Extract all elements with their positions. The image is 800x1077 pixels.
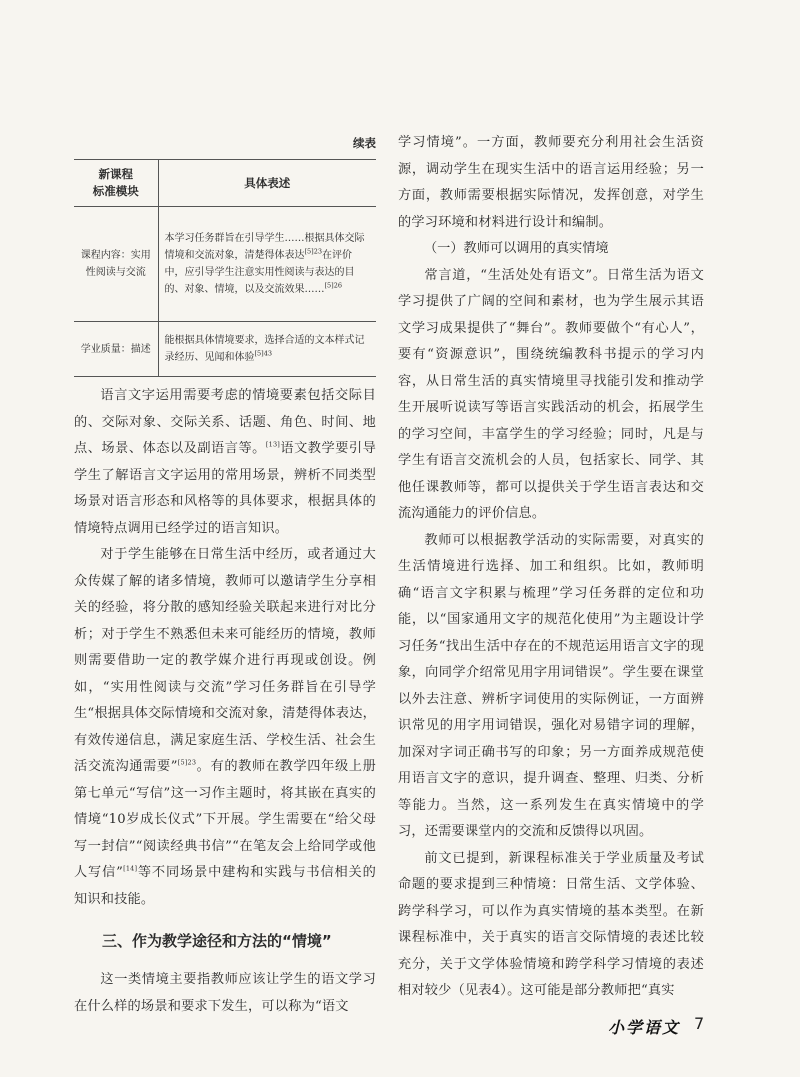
subsection-heading: （一）教师可以调用的真实情境	[424, 241, 609, 256]
body-paragraph: 对于学生能够在日常生活中经历，或者通过大众传媒了解的诸多情境，教师可以邀请学生分享相关的经验，将分散的感知经验关联起来进行对比分析；对于学生不熟悉但未来可能经历的情境，教师则需要借助一定的教学媒介进行再现或创设。例如，“实用性阅读与交流”学习任务群旨在引导学生“根据具体交际情境和交流对象，清楚得体表达，有效传递信息，满足家庭生活、学校生活、社会生活交流沟通需要”$^{[5]23}$。有的教师在教学四年级上册第七单元“写信”这一习作主题时，将其嵌在真实的情境“10岁成长仪式”下开展。学生需要在“给父母写一封信”“阅读经典书信”“在笔友会上给同学或他人写信”[14]等不同场景中建构和实践与书信相关的知识和技能。	[74, 547, 376, 907]
citation-ref: [5]26	[324, 281, 342, 290]
table-cell-module: 学业质量：描述	[74, 322, 158, 377]
citation-ref: [13]	[265, 440, 281, 449]
table-header-description: 具体表述	[158, 160, 376, 207]
citation-ref: [5]23	[304, 247, 322, 256]
right-column	[398, 130, 704, 1005]
citation-ref: [5]23	[177, 758, 197, 767]
curriculum-standard-table	[74, 159, 376, 377]
table-row	[74, 207, 376, 322]
body-paragraph: 学习情境”。一方面，教师要充分利用社会生活资源，调动学生在现实生活中的语言运用经验；另一方面，教师需要根据实际情况，发挥创意，对学生的学习环境和材料进行设计和编制。	[398, 135, 704, 230]
table-cell-description: 能根据具体情境要求，选择合适的文本样式记录经历、见闻和体验$^{[5]43}$	[158, 322, 376, 377]
body-paragraph: 常言道，“生活处处有语文”。日常生活为语文学习提供了广阔的空间和素材，也为学生展示其语文学习成果提供了“舞台”。教师要做个“有心人”，要有“资源意识”，围绕统编教科书提示的学习内容，从日常生活的真实情境里寻找能引发和推动学生开展听说读写等语言实践活动的机会，拓展学生的学习空间，丰富学生的学习经验；同时，凡是与学生有语言交流机会的人员，包括家长、同学、其他任课教师等，都可以提供关于学生语言表达和交流沟通能力的评价信息。	[398, 267, 704, 521]
body-paragraph: 语言文字运用需要考虑的情境要素包括交际目的、交际对象、交际关系、话题、角色、时间、地点、场景、体态以及副语言等。[13]语文教学要引导学生了解语言文字运用的常用场景，辨析不同类型场景对语言形态和风格等的具体要求，根据具体的情境特点调用已经学过的语言知识。	[74, 388, 376, 536]
table-cell-description: 本学习任务群旨在引导学生……根据具体交际情境和交流对象，清楚得体表达$^{[5]23}$在评价中，应引导学生注意实用性阅读与表达的目的、对象、情境，以及交流效果……$^{[5]26}$	[158, 207, 376, 322]
page-number: 7	[694, 1014, 705, 1033]
table-header-module: 新课程 标准模块	[74, 160, 158, 207]
section-heading: 三、作为教学途径和方法的“情境”	[102, 932, 332, 950]
body-paragraph: 前文已提到，新课程标准关于学业质量及考试命题的要求提到三种情境：日常生活、文学体验、跨学科学习，可以作为真实情境的基本类型。在新课程标准中，关于真实的语言交际情境的表述比较充分，关于文学体验情境和跨学科学习情境的表述相对较少（见表4）。这可能是部分教师把“真实	[398, 850, 704, 998]
table-continued-label: 续表	[353, 136, 376, 150]
citation-ref: [5]43	[254, 349, 272, 358]
left-column	[74, 135, 376, 1020]
table-row	[74, 322, 376, 377]
journal-brand-logo: 小学语文	[608, 1018, 681, 1037]
citation-ref: [14]	[123, 864, 138, 873]
body-paragraph: 这一类情境主要指教师应该让学生的语文学习在什么样的场景和要求下发生，可以称为“语文	[74, 972, 376, 1014]
body-paragraph: 教师可以根据教学活动的实际需要，对真实的生活情境进行选择、加工和组织。比如，教师明确“语言文字积累与梳理”学习任务群的定位和功能，以“国家通用文字的规范化使用”为主题设计学习任务“找出生活中存在的不规范运用语言文字的现象，向同学介绍常见用字用词错误”。学生要在课堂以外去注意、辨析字词使用的实际例证，一方面辨识常见的用字用词错误，强化对易错字词的理解，加深对字词正确书写的印象；另一方面养成规范使用语言文字的意识，提升调查、整理、归类、分析等能力。当然，这一系列发生在真实情境中的学习，还需要课堂内的交流和反馈得以巩固。	[398, 532, 704, 839]
table-cell-module: 课程内容：实用性阅读与交流	[74, 207, 158, 322]
